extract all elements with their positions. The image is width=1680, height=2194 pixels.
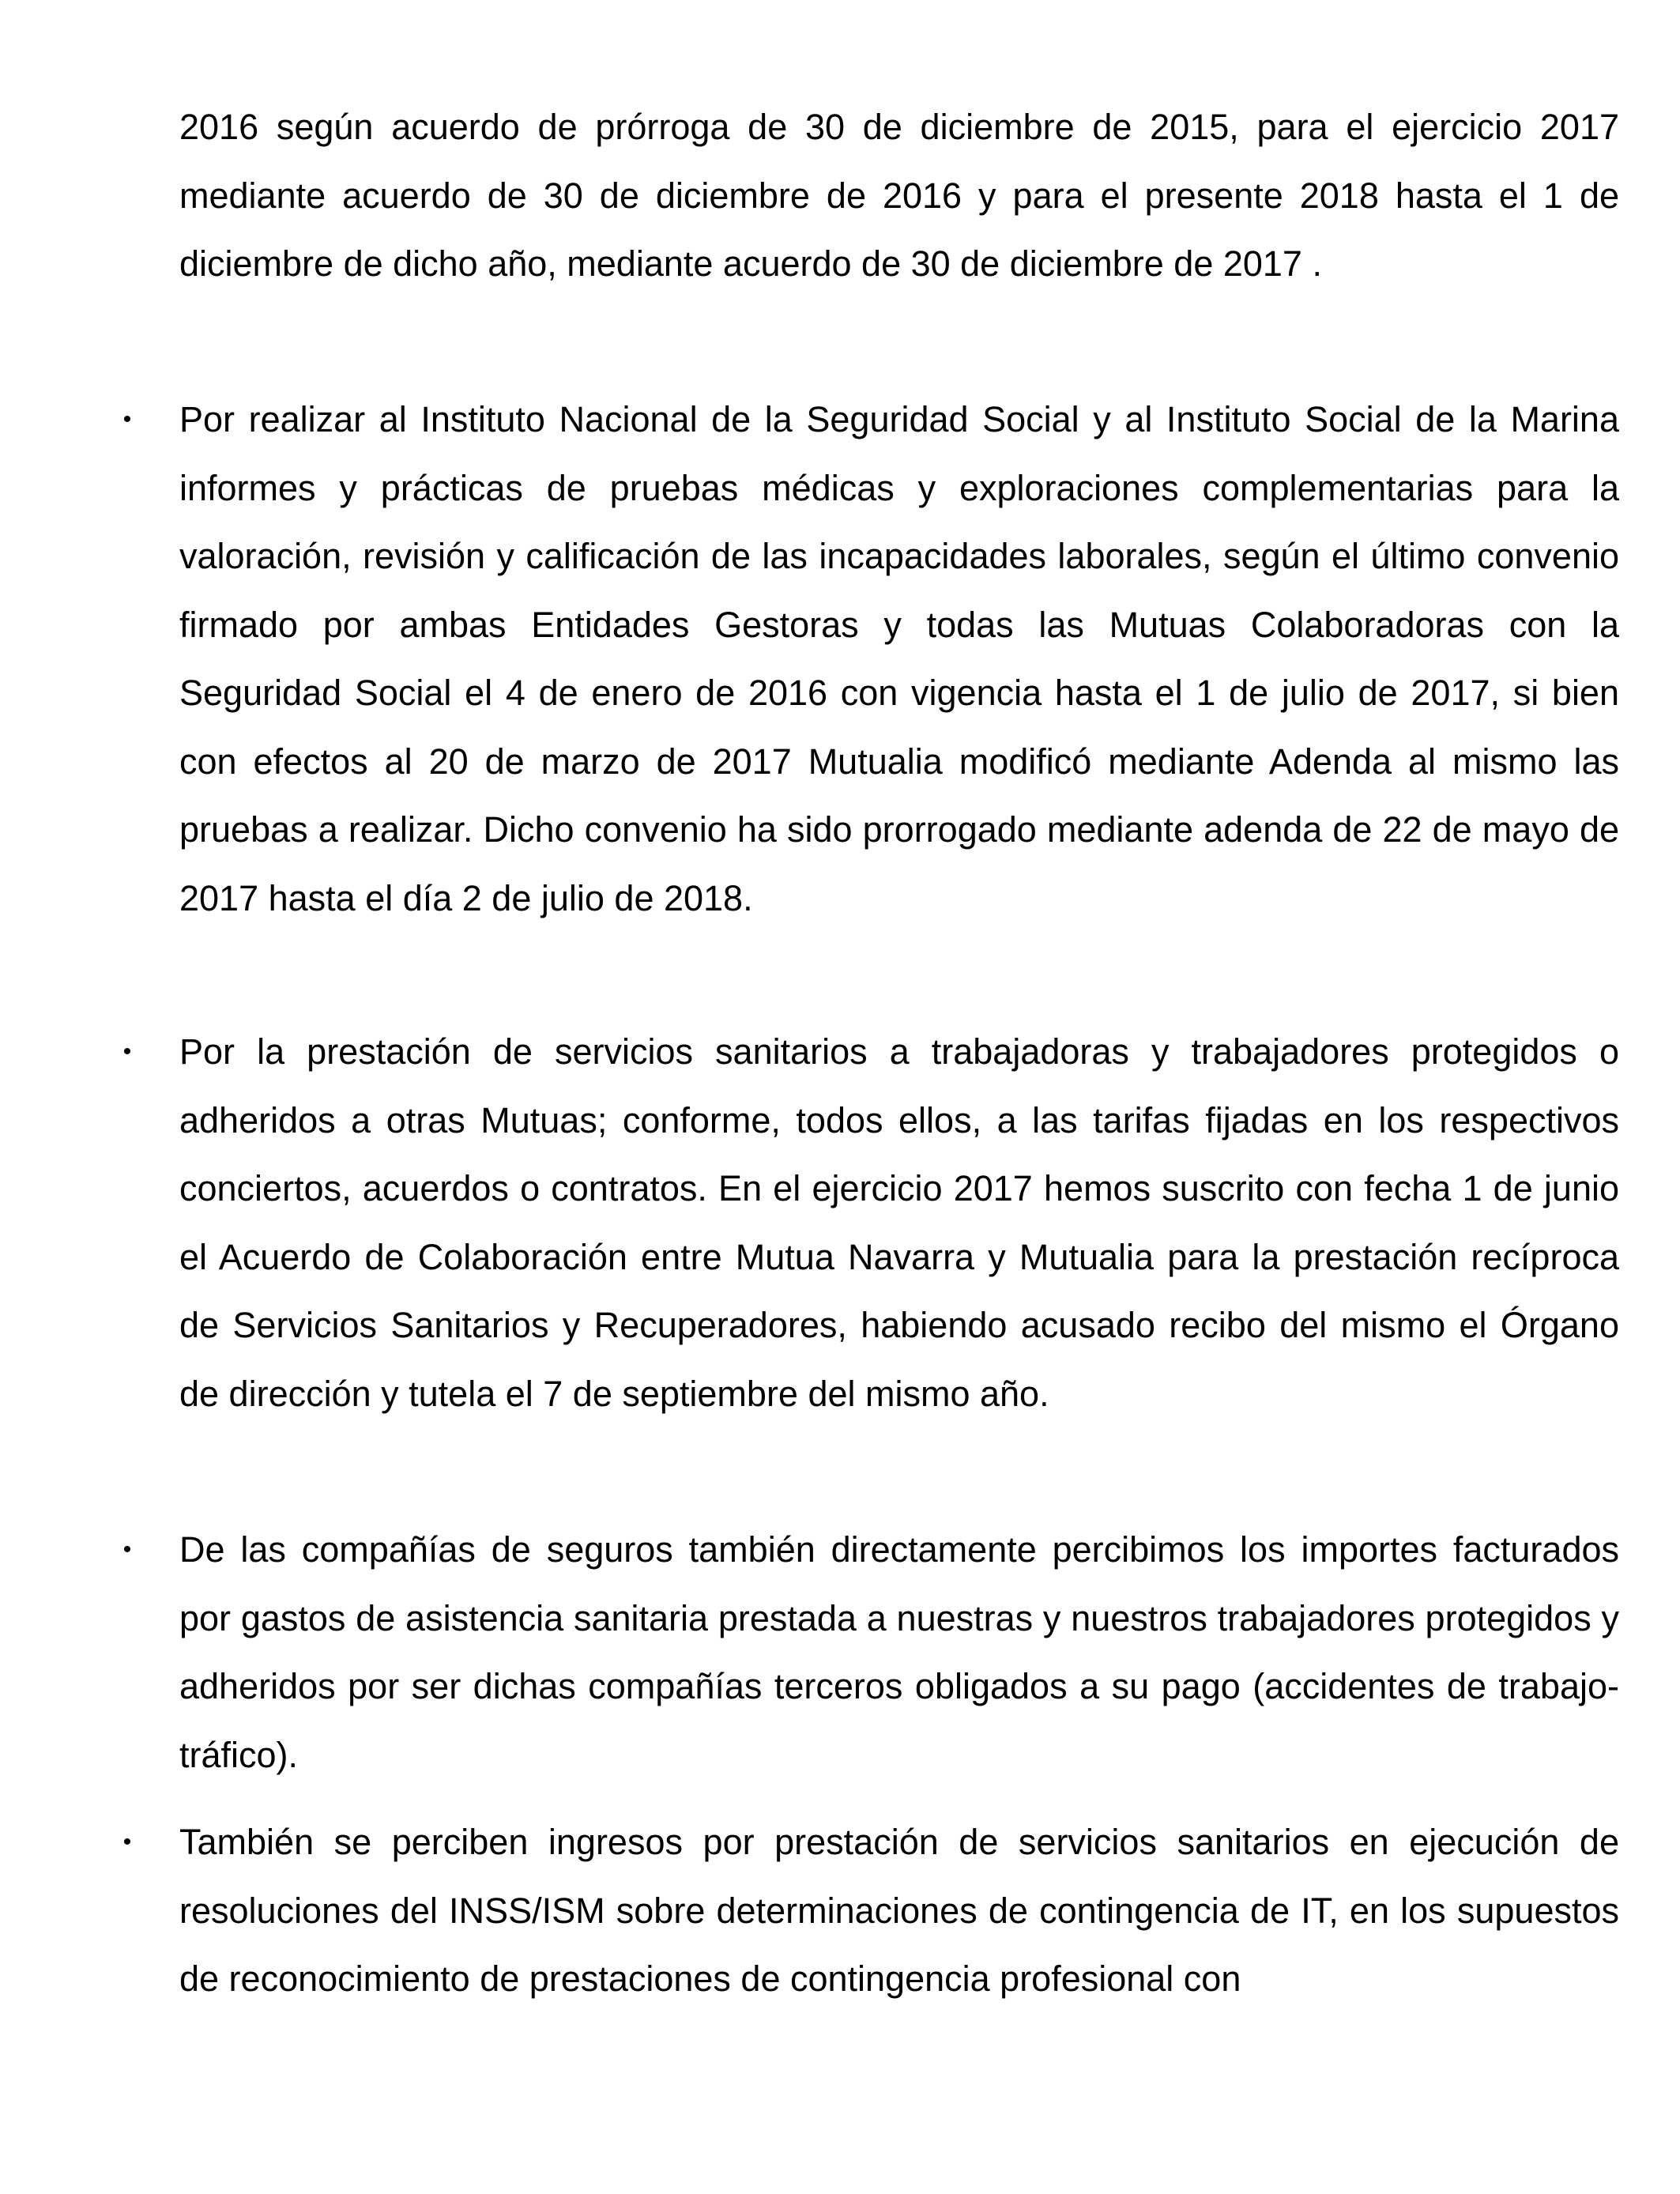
bullet-icon: • xyxy=(122,1536,132,1563)
bullet-paragraph-otras-mutuas: Por la prestación de servicios sanitarios a trabajadoras y trabajadores protegidos o adheridos a otras Mutuas; conforme, todos ellos, a las tarifas fijadas en los respectivos conciertos, acuerdos o contratos. En el ejercicio 2017 hemos suscrito con fecha 1 de junio el Acuerdo de Colaboración entre Mutua Navarra y Mutualia para la prestación recíproca de Servicios Sanitarios y Recuperadores, habiendo acusado recibo del mismo el Órgano de dirección y tutela el 7 de septiembre del mismo año. xyxy=(179,1031,1619,1414)
bullet-paragraph-companias-seguros: De las compañías de seguros también directamente percibimos los importes facturados por gastos de asistencia sanitaria prestada a nuestras y nuestros trabajadores protegidos y adheridos por ser dichas compañías terceros obligados a su pago (accidentes de trabajo-tráfico). xyxy=(179,1529,1619,1775)
bullet-icon: • xyxy=(122,1829,132,1855)
bullet-icon: • xyxy=(122,1039,132,1065)
bullet-paragraph-inss-ism-informes: Por realizar al Instituto Nacional de la Seguridad Social y al Instituto Social de la Marina informes y prácticas de pruebas médicas y exploraciones complementarias para la valoración, revisión y calificación de las incapacidades laborales, según el último convenio firmado por ambas Entidades Gestoras y todas las Mutuas Colaboradoras con la Seguridad Social el 4 de enero de 2016 con vigencia hasta el 1 de julio de 2017, si bien con efectos al 20 de marzo de 2017 Mutualia modificó mediante Adenda al mismo las pruebas a realizar. Dicho convenio ha sido prorrogado mediante adenda de 22 de mayo de 2017 hasta el día 2 de julio de 2018. xyxy=(179,399,1619,918)
bullet-paragraph-resoluciones-inss: También se perciben ingresos por prestación de servicios sanitarios en ejecución de resoluciones del INSS/ISM sobre determinaciones de contingencia de IT, en los supuestos de reconocimiento de prestaciones de contingencia profesional con xyxy=(179,1822,1619,1999)
bullet-icon: • xyxy=(122,406,132,432)
continued-paragraph: 2016 según acuerdo de prórroga de 30 de diciembre de 2015, para el ejercicio 2017 mediante acuerdo de 30 de diciembre de 2016 y para el presente 2018 hasta el 1 de diciembre de dicho año, mediante acuerdo de 30 de diciembre de 2017 . xyxy=(179,107,1619,284)
